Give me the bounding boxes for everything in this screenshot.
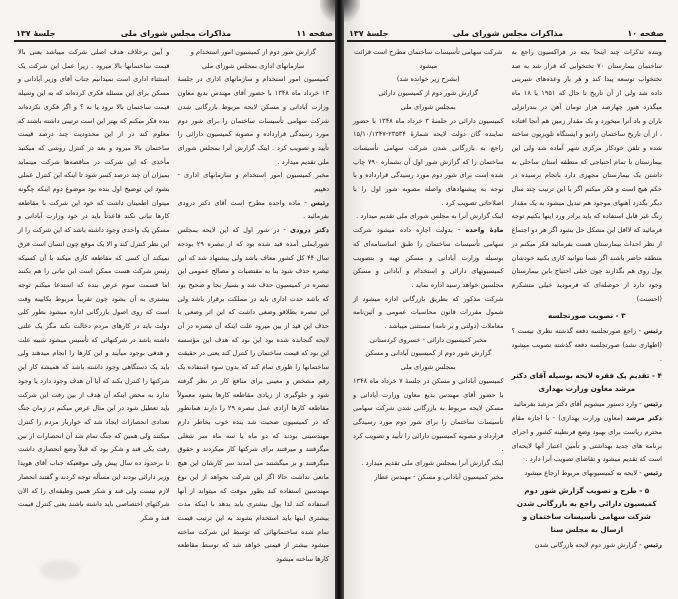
paragraph: [512, 46, 663, 306]
paragraph: [512, 398, 663, 412]
paragraph-text: - راجع صورتجلسه دفعه گذشته نظری نیست ؟ (اظهاری نشد) صورتجلسه دفعه گذشته تصویب میشود .: [511, 327, 662, 363]
publication-title: مذاکرات مجلس شورای ملی: [120, 29, 232, 38]
paragraph-text: و آیین برخلاف هدف اصلی شرکت میباشد یعنی بالا قیمت ساختمانها بالا میرود . زیرا عمل این شرکت یک استثناء اداری است نمیدانیم جناب آقای وزیر آبادانی و مسکن برای این مسئله فکری کرده‌اند که به این وسیله قیمت ساختمان بالا نرود یا نه ؟ و اگر فکری نکرده‌اند بنده فکر میکنم که بهتر این است ترتیبی داشته باشند که معلوم کند در از این محدودیت چند درصد قیمت ساختمان بالا میرود و بعد در کنترل روشی که میکنید مأخذی که این شرکت در مناقصه‌ها شرکت مینماید بمیزان آن چند درصد کسر شود تا اینکه این کنترل عملی بشود این توضیح اول بنده بود موضوع دوم اینکه چگونه میتوان اطمینان داشت که خود این شرکت با مقاطعه کارها تبانی نکند قاعدتاً باید در خود وزارت آبادانی و مسکن یک واحدی وجود داشته باشد که این شرکت را از این نظر کنترل کند و الا یک موقع چون انسان است فرق نمیکند آن کسی که مقاطعه کاری میکند یا آن کسیکه رئیس شرکت هست ممکن است این تبانی را هم بکنند اما قسمت سوم عرض بنده که استدعا میکنم توجه بیشتری به آن بشود چون تقریباً مربوط بکابینه وقت است که روی اصول بازرگانی اداره میشود بطور کلی دولت باید در کارهای مردم دخالت نکند مگر یک علتی داشته باشد در شرکتهائی که تأسیس میشود شبیه علت و هدفی بوجود میآیند و این کارها را انجام میدهند ولی باید یک دستگاهی وجود داشته باشد که همیشه کار این شرکتها را کنترل بکند که آیا آن هدف وجود دارد یا وجود ندارد به محض اینکه آن هدف از بین رفت این شرکت باید تعطیل شود در این مثال عرض میکنم در زمان جنگ تعدادی انحصارات ایجاد شد که خواربار مردم را کنترل میکنند ولی همین که جنگ تمام شد آن انحصارات از بین رفت یکی قند و شکر بود که قبلاً وضع انحصاری داشت تا برحدود ده سال پیش ولی موقعیکه جناب آقای هویدا وزیر دارائی بودند این مسأله توجه کردند و گفتند انحصار لازم نیست ولی قند و شکر همین وظیفه‌ای را که الان شرکتهای اختصاصی باید داشته باشند یعنی کنترل قیمت قند و شکر: [18, 48, 170, 522]
paragraph-text: اینک گزارش آنرا بمجلس شورای ملی تقدیم میدارد .: [361, 459, 504, 468]
speaker-name: مادهٔ واحده: [465, 226, 504, 235]
right-page-header: [349, 26, 664, 38]
session-number: جلسهٔ ۱۳۷: [349, 29, 389, 38]
paragraph-text: اینک گزارش آنرا به مجلس شورای ملی تقدیم میدارد .: [356, 212, 504, 221]
speaker-name: دکتر مرشد: [626, 414, 662, 423]
paragraph-text: کمیسیون امور استخدام و سازمانهای اداری در جلسهٔ ۱۳ خرداد ماه ۱۳۴۸ با حضور آقای مهندس بدیع معاون وزارت آبادانی و مسکن لایحه مربوط بازرگانی شدن شرکت سهامی تأسیسات ساختمان را برای شور دوم مورد رسیدگی قرارداده و مصوبه کمیسیون دارائی را تأیید و تصویب کرد . اینک گزارش آنرا بمجلس شورای ملی تقدیم میدارد .: [177, 75, 330, 166]
speaker-name: دکتر درودی: [289, 226, 330, 235]
right-page: [339, 0, 678, 599]
paragraph-text: - در شور اول که این لایحه بمجلس شورایملی آمده قید شده بود که از تبصره ۲۹ بودجه سال ۴۴ کل کشور معاف باشد ولی پیشنهاد شد که این تبصره حذف شود بنا به مقتضیات و مصالح عمومی این تبصره در کمیسیون حذف شد و بسیار بجا و صحیح بود که باشد حدت اداری باید در مملکت برقرار باشد ولی این تبصره بطلاقو وضعی داشت که این اثر وضعی با حذف این قید از بین میرود علت اینکه آن تبصره در آن لایحه گنجانده شده بود این بود که هدف این مؤسسه این بود که قیمت ساختمان را کنترل کند یعنی در حقیقت ساختمانها را طوری تمام کند که بدون سوء استفاده یک رقم مشخص و معینی برای منافع کار در نظر گرفته شود و جلوگیری از زیادی مقاطعه کارها بشود معمولاً مقاطعه کارها آزادی عمل تبصره ۲۹ را دارند همانطور که در کمیسیون صحبت شد بنده خوب بخاطر دارم مهندسینی بودند که دو ماه یا سه ماه سر شغلی میگرفتند و میرفتند برای شرکتها کار میکردند و حقوق میگرفتند و بر میگشتند می آمدند سر کارشان این هیچ مانعی نداشت حالا اگر این شرکت بخواهد از این نوع مهندسین استفاده کند بطور موقت که میتواند از آنها استفاده کند لذا پول بیشتری باید بدهد با اینکه مدت بیشتری اینها باید استخدام بشوند به این ترتیب قیمت تمام شده ساختمانهائی که توسط این شرکت ساخته میشود بیشتر از قیمتی خواهد شد که توسط مقاطعه کارها ساخته میشود: [177, 226, 330, 564]
paragraph: [512, 325, 663, 366]
paragraph-text: کمیسیون آبادانی و مسکن در جلسهٔ ۷ خرداد ماه ۱۳۴۸ با حضور آقای مهندس بدیع معاون وزارت آبادانی و مسکن لایحه مربوط به بازرگانی شدن شرکت سهامی تأسیسات ساختمان را برای شور دوم مورد رسیدگی قرارداد و مصوبه کمیسیون دارائی را تأیید و تصویب کرد .: [353, 376, 504, 454]
centered-line: مخبر کمیسیون دارائی - خسروی کردستانی: [369, 335, 487, 344]
paragraph: [18, 46, 170, 526]
paragraph: [512, 467, 663, 481]
paragraph: [178, 73, 330, 169]
paragraph: [178, 197, 330, 224]
left-page-right-column: [174, 46, 334, 587]
paragraph-text: - بدولت اجازه داده میشود شرکت سهامی تأسیسات ساختمان را طبق اساسنامه‌ای که بوسیله وزارت آبادانی و مسکن تهیه و بتصویب کمیسیونهای دارائی و استخدام و آبادانی و مسکن مجلسین خواهد رسید اداره نماید .: [353, 226, 504, 289]
paragraph: [512, 539, 663, 553]
left-page-header: [16, 26, 333, 38]
right-page-left-column: [349, 46, 508, 587]
paragraph: [178, 169, 330, 196]
header-rule: [14, 40, 335, 42]
paragraph: [353, 224, 504, 293]
paragraph: [512, 412, 663, 467]
right-page-columns: [349, 46, 666, 587]
paragraph: [353, 375, 504, 457]
paragraph: [353, 471, 504, 485]
paragraph-text: شرکت مذکور که بطریق بازرگانی اداره میشود از شمول مقررات قانون محاسبات عمومی و آئین‌نامه معاملات (دولتی و بر نامه) مستثنی میباشد .: [353, 294, 504, 331]
centered-line: گزارش شور دوم از کمیسیون آبادانی و مسکن: [365, 349, 492, 358]
paragraph: [353, 293, 504, 334]
centered-line: بمجلس شورای ملی: [400, 102, 456, 111]
paragraph-text: - وارد دستور میشویم آقای دکتر مرشد بفرمائید: [513, 400, 644, 409]
publication-title: مذاکرات مجلس شورای ملی: [452, 29, 564, 38]
right-page-right-column: [508, 46, 667, 587]
centered-line: سازمانهای اداری بمجلس شورای ملی: [202, 61, 305, 70]
header-rule: [347, 40, 666, 42]
speaker-name: رئیس: [643, 400, 662, 409]
paragraph: [178, 224, 330, 567]
paragraph-text: - لایحه به کمیسیونهای مربوط ارجاع میشود: [524, 468, 644, 477]
paragraph-text: - ماده واحده مطرح است آقای دکتر درودی بفرمائید .: [177, 198, 329, 221]
left-page-columns: [14, 46, 333, 587]
centered-line: گزارش شور دوم از کمیسیون دارائی: [378, 89, 479, 98]
scan-smudge: [40, 560, 80, 580]
speaker-name: رئیس: [643, 468, 662, 477]
centered-line: شرکت سهامی تأسیسات ساختمان مطرح است قرائت میشود: [354, 48, 503, 70]
book-spine: [335, 0, 344, 599]
left-page-left-column: [14, 46, 174, 587]
paragraph-text: مخبر کمیسیون امور استخدام و سازمانهای اداری - دهپیم: [177, 171, 329, 194]
paragraph: [353, 210, 504, 224]
section-heading: ۵ - طرح و تصویب گزارش شور دوم کمیسیون دارائی راجع به بازرگانی شدن شرکت سهامی تأسیسات ساختمان و ارسال به مجلس سنا: [516, 485, 657, 534]
paragraph-text: مخبر کمیسیون آبادانی و مسکن - مهندس عطار: [374, 472, 504, 481]
centered-line: گزارش شور دوم از کمیسیون امور استخدام و: [190, 48, 316, 56]
paragraph-text: (معاون وزارت بهداری) - با اجازه مقام محترم ریاست برای بهبود وضع قرنطینه کشور و اجرای برنامه های جدید بهداشتی و تأمین اعتبار آنها لایحه‌ای است که تقدیم میشود و تقاضای تصویب آنرا دارد .: [511, 414, 662, 464]
centered-line: بمجلس شورای ملی: [400, 363, 456, 372]
paragraph-text: - گزارش شور دوم لایحه بازرگانی شدن: [534, 540, 644, 549]
paragraph-text: کمیسیون دارائی در جلسهٔ ۳ خرداد ماه ۱۳۴۸ با حضور نماینده گان دولت لایحه شمارهٔ ۲۳۵۳۴-۱۵/۱۰/۱۳۴۷ راجع به بازرگانی شدن شرکت سهامی تأسیسات ساختمان را که گزارش شور اول آن بشماره ۷۹۰ چاپ شده است برای شور دوم مورد رسیدگی قرارداده و با توجه به پیشنهادهای واصله مصوبه شور اول را با اصلاحاتی تصویب کرد .: [353, 116, 504, 207]
session-number: جلسهٔ ۱۳۷: [16, 29, 56, 38]
speaker-name: رئیس: [310, 198, 329, 207]
section-heading: ۳ - تصویب صورتجلسه: [547, 311, 626, 321]
section-heading: ۴ - تقدیم یک فقره لایحه بوسیله آقای دکتر مرشد معاون وزارت بهداری: [511, 371, 662, 394]
paragraph-text: وبنده تذکرات چند اینجا بجه در فراکسیون راجع به ساختمان بیمارستان ۷۰ تختخوابی که قرار شد به صد تختخواب توسعه پیدا کند و هر بار وعده‌های شیرینی داده شد ولی از آن تاریخ تا حال که ۱۹۵۱ یا ۱۸ ماه میگذرد هنوز چهارصد هزار تومان آهن در بندرانزلی باران و باد آنرا میخورد و یک مقدار زمین هم آنجا افتاده ، از آن تاریخ ساختمان رادیو و ایستگاه تلویزیون ساخته شده و تلفن خودکار مرکزی شهر آماده شد ولی این بیمارستان با تمام احتیاجی که منطقه استان ساحلی به داشتن یک بیمارستان مجهزی دارد بانجام نرسیده در حکم هیچ است و فکر میکنم اگر با این ترتیب چند سال دیگر بگذرد آهنهای موجود هم تبدیل میشود به یک مقدار زنگ غیر قابل استفاده که باید برادر ورد اینها بکنیم توجه فرمائید که لااقل این مشکل حل بشود اگر هر دو اجتماع از نظر احداث بیمارستان هست بفرمائید فکر میکنم در منطقه حاضر باشند اگر شما نتوانید کاری بکنید خودشان پول روی هم بگذارند چون خیلی احتیاج باین بیمارستان وجود دارد از حوصله‌ای که فرمودید خیلی متشکرم (احسنت): [511, 48, 662, 303]
paragraph: [353, 115, 504, 211]
speaker-name: رئیس: [643, 327, 662, 336]
page-number: صفحه ۱۱: [296, 29, 333, 38]
centered-line: (بشرح زیر خوانده شد): [396, 75, 460, 84]
page-number: صفحه ۱۰: [627, 29, 664, 38]
speaker-name: رئیس: [643, 540, 662, 549]
paragraph: [353, 457, 504, 471]
